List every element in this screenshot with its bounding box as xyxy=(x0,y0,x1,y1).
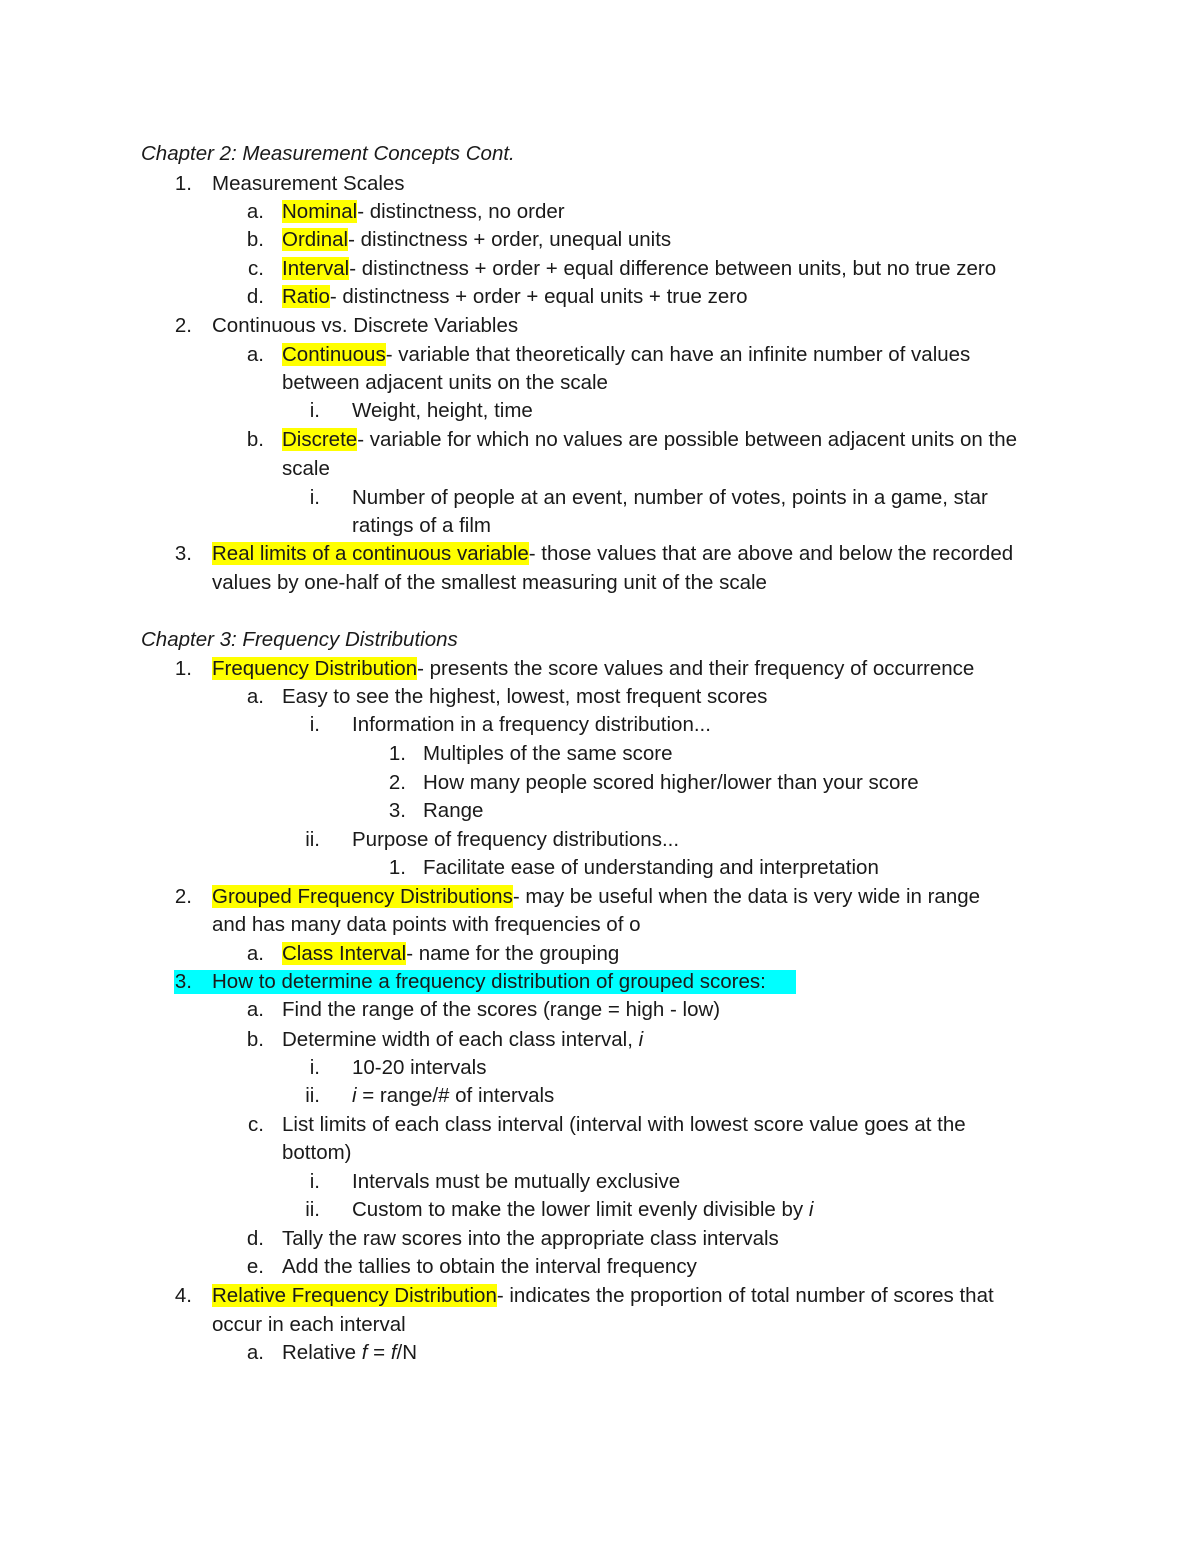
list-item-text: Multiples of the same score xyxy=(423,742,673,765)
definition-text: and has many data points with frequencies of o xyxy=(212,913,641,936)
list-item-text: Intervals must be mutually exclusive xyxy=(352,1170,681,1193)
definition-text: - variable that theoretically can have an infinite number of values xyxy=(385,343,971,366)
highlighted-term: Ordinal xyxy=(282,228,349,251)
definition-text: - those values that are above and below the recorded xyxy=(528,542,1014,565)
definition-text: between adjacent units on the scale xyxy=(282,371,608,394)
list-marker: 2. xyxy=(174,314,192,337)
list-marker: i. xyxy=(309,713,320,736)
list-marker: d. xyxy=(246,285,264,308)
definition-text: - indicates the proportion of total number of scores that xyxy=(496,1284,994,1307)
list-item-text: Weight, height, time xyxy=(352,399,533,422)
list-marker: d. xyxy=(246,1227,264,1250)
list-marker: b. xyxy=(246,1028,264,1051)
list-item-text: bottom) xyxy=(282,1141,352,1164)
list-marker: a. xyxy=(246,1341,264,1364)
highlighted-term: Grouped Frequency Distributions xyxy=(212,885,513,908)
chapter-heading: Chapter 2: Measurement Concepts Cont. xyxy=(141,142,515,165)
list-marker: ii. xyxy=(305,828,320,851)
definition-text: - name for the grouping xyxy=(406,942,620,965)
definition-text: - distinctness, no order xyxy=(357,200,565,223)
list-marker: 3. xyxy=(388,799,406,822)
list-item-text: Custom to make the lower limit evenly divisible by xyxy=(352,1198,809,1221)
highlighted-term: Interval xyxy=(282,257,350,280)
definition-text: - distinctness + order + equal units + true zero xyxy=(329,285,748,308)
highlighted-term: Real limits of a continuous variable xyxy=(212,542,529,565)
highlighted-term: Relative Frequency Distribution xyxy=(212,1284,497,1307)
list-marker: b. xyxy=(246,228,264,251)
list-marker: e. xyxy=(246,1255,264,1278)
list-marker: 4. xyxy=(174,1284,192,1307)
definition-text: scale xyxy=(282,457,330,480)
list-item-text: 10-20 intervals xyxy=(352,1056,487,1079)
highlighted-term: Ratio xyxy=(282,285,330,308)
list-marker: i. xyxy=(309,1170,320,1193)
highlighted-term: Discrete xyxy=(282,428,358,451)
list-item-text: ratings of a film xyxy=(352,514,491,537)
definition-text: - may be useful when the data is very wide in range xyxy=(512,885,981,908)
list-marker: 3. xyxy=(174,542,192,565)
list-item-text: Range xyxy=(423,799,484,822)
list-item-text: Facilitate ease of understanding and interpretation xyxy=(423,856,879,879)
definition-text: - presents the score values and their frequency of occurrence xyxy=(417,657,975,680)
list-marker: b. xyxy=(246,428,264,451)
definition-text: - distinctness + order + equal difference between units, but no true zero xyxy=(349,257,997,280)
list-marker: 1. xyxy=(388,856,406,879)
list-marker: a. xyxy=(246,200,264,223)
list-item-text: Determine width of each class interval, xyxy=(282,1028,639,1051)
list-marker: c. xyxy=(248,1113,264,1136)
list-item-text: Information in a frequency distribution... xyxy=(352,713,711,736)
list-item-text: Tally the raw scores into the appropriate class intervals xyxy=(282,1227,779,1250)
list-item-text: Measurement Scales xyxy=(212,172,405,195)
list-marker: c. xyxy=(248,257,264,280)
definition-text: - variable for which no values are possible between adjacent units on the xyxy=(357,428,1018,451)
definition-text: - distinctness + order, unequal units xyxy=(348,228,672,251)
list-item-text: Add the tallies to obtain the interval frequency xyxy=(282,1255,697,1278)
highlighted-term: Class Interval xyxy=(282,942,407,965)
variable-i: i xyxy=(638,1028,644,1051)
list-marker: 2. xyxy=(174,885,192,908)
list-marker: 2. xyxy=(388,771,406,794)
formula-text: Relative xyxy=(282,1341,362,1364)
list-item-text: Easy to see the highest, lowest, most frequent scores xyxy=(282,685,768,708)
list-marker: i. xyxy=(309,1056,320,1079)
list-marker: 1. xyxy=(174,657,192,680)
definition-text: occur in each interval xyxy=(212,1313,406,1336)
list-marker: a. xyxy=(246,343,264,366)
list-item-text: Purpose of frequency distributions... xyxy=(352,828,680,851)
list-marker: ii. xyxy=(305,1198,320,1221)
list-marker: 3. xyxy=(174,970,192,993)
variable-f: f xyxy=(361,1341,368,1364)
list-item-text: Number of people at an event, number of votes, points in a game, star xyxy=(352,486,988,509)
variable-i: i xyxy=(352,1084,357,1107)
list-marker: i. xyxy=(309,486,320,509)
list-marker: 1. xyxy=(174,172,192,195)
definition-text: values by one-half of the smallest measuring unit of the scale xyxy=(212,571,767,594)
list-item-text: List limits of each class interval (interval with lowest score value goes at the xyxy=(282,1113,966,1136)
highlighted-term: Continuous xyxy=(282,343,386,366)
variable-f: f xyxy=(390,1341,397,1364)
chapter-heading: Chapter 3: Frequency Distributions xyxy=(141,628,458,651)
highlighted-term: Frequency Distribution xyxy=(212,657,418,680)
list-marker: a. xyxy=(246,998,264,1021)
highlighted-term: Nominal xyxy=(282,200,358,223)
list-item-text: = range/# of intervals xyxy=(356,1084,555,1107)
list-item-text: How to determine a frequency distribution of grouped scores: xyxy=(212,970,766,993)
list-item-text: How many people scored higher/lower than your score xyxy=(423,771,919,794)
formula-text: /N xyxy=(396,1341,418,1364)
list-item-text: Find the range of the scores (range = high - low) xyxy=(282,998,721,1021)
variable-i: i xyxy=(808,1198,814,1221)
list-item-text: Continuous vs. Discrete Variables xyxy=(212,314,519,337)
formula-text: = xyxy=(367,1341,391,1364)
list-marker: i. xyxy=(309,399,320,422)
list-marker: ii. xyxy=(305,1084,320,1107)
list-marker: a. xyxy=(246,685,264,708)
list-marker: a. xyxy=(246,942,264,965)
list-marker: 1. xyxy=(388,742,406,765)
